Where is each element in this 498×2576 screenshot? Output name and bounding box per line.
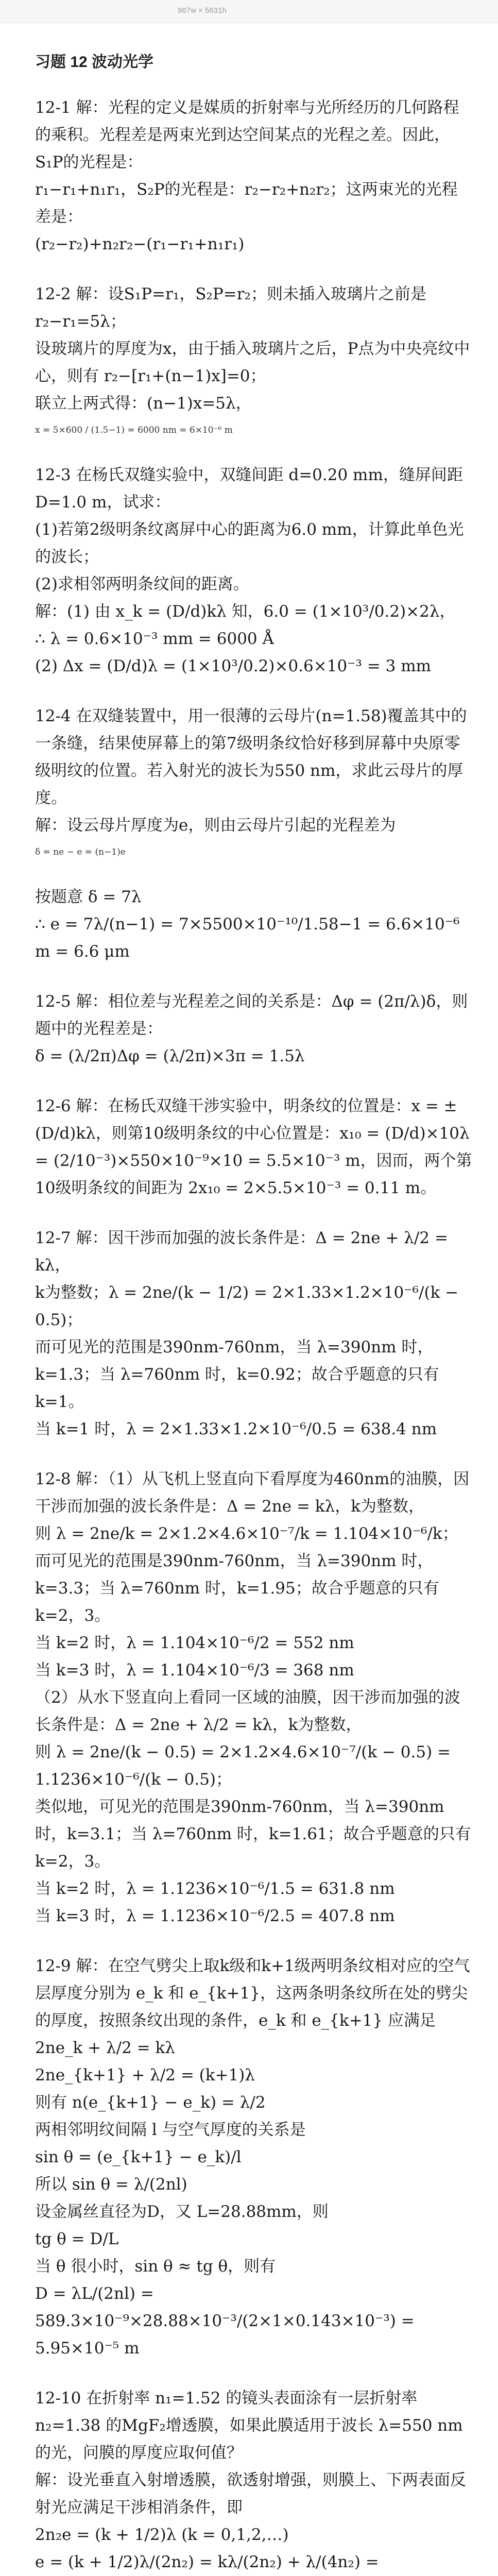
problem-text-line: 而可见光的范围是390nm-760nm，当 λ=390nm 时，k=3.3；当 λ=760nm 时，k=1.95；故合乎题意的只有 k=2，3。 xyxy=(35,1552,439,1625)
problem-text-line: 12-6 解：在杨氏双缝干涉实验中，明条纹的位置是：x = ±(D/d)kλ，则第10级明条纹的中心位置是：x₁₀ = (D/d)×10λ = (2/10⁻³)×550×10⁻⁹×10 = 5.5×10⁻³ m，因而，两个第10级明条纹的间距为 2x₁₀ = 2×5.5×10⁻³ = 0.11 m。 xyxy=(35,1097,472,1197)
problem-text-line: δ = (λ/2π)Δφ = (λ/2π)×3π = 1.5λ xyxy=(35,1047,305,1065)
problem-text-line: e = (k + 1/2)λ/(2n₂) = kλ/(2n₂) + λ/(4n₂) = xyxy=(35,2553,379,2571)
problem-section xyxy=(35,1225,473,1443)
problem-text-line: k为整数；λ = 2ne/(k − 1/2) = 2×1.33×1.2×10⁻⁶/(k − 0.5)； xyxy=(35,1283,459,1329)
problem-text-line: 当 k=3 时，λ = 1.104×10⁻⁶/3 = 368 nm xyxy=(35,1661,354,1680)
problem-section xyxy=(35,1466,473,1930)
problem-text-line: 2n₂e = (k + 1/2)λ (k = 0,1,2,…) xyxy=(35,2526,289,2544)
problem-text-line: 12-5 解：相位差与光程差之间的关系是：Δφ = (2π/λ)δ，则题中的光程差是： xyxy=(35,992,468,1038)
formula-block: x = 5×600 / (1.5−1) = 6000 nm = 6×10⁻⁶ m xyxy=(35,425,233,435)
problem-section xyxy=(35,1953,473,2362)
problem-text-line: (2)求相邻两明条纹间的距离。 xyxy=(35,575,249,594)
problem-text-line: 12-2 解：设S₁P=r₁，S₂P=r₂；则未插入玻璃片之前是 r₂−r₁=5λ； xyxy=(35,285,426,331)
image-meta-text: 967w × 5631h xyxy=(178,6,227,15)
problem-text-line: 12-1 解：光程的定义是媒质的折射率与光所经历的几何路程的乘积。光程差是两束光到达空间某点的光程之差。因此，S₁P的光程是： xyxy=(35,98,459,172)
problem-section xyxy=(35,884,473,965)
problem-text-line: 解：设光垂直入射增透膜，欲透射增强，则膜上、下两表面反射光应满足干涉相消条件，即 xyxy=(35,2471,466,2517)
sections-container xyxy=(35,94,473,2576)
problem-text-line: （2）从水下竖直向上看同一区域的油膜，因干涉而加强的波长条件是：Δ = 2ne + λ/2 = kλ，k为整数， xyxy=(35,1688,460,1734)
problem-text-line: ∴ λ = 0.6×10⁻³ mm = 6000 Å xyxy=(35,630,274,648)
problem-text-line: 则有 n(e_{k+1} − e_k) = λ/2 xyxy=(35,2093,266,2112)
problem-text-line: 则 λ = 2ne/(k − 0.5) = 2×1.2×4.6×10⁻⁷/(k − 0.5) = 1.1236×10⁻⁶/(k − 0.5)； xyxy=(35,1743,451,1789)
problem-section xyxy=(35,2385,473,2576)
problem-text-line: 联立上两式得：(n−1)x=5λ， xyxy=(35,394,252,413)
problem-section xyxy=(35,703,473,861)
problem-text-line: 12-4 在双缝装置中，用一很薄的云母片(n=1.58)覆盖其中的一条缝，结果使屏幕上的第7级明条纹恰好移到屏幕中央原零级明纹的位置。若入射光的波长为550 nm，求此云母片的厚度。 xyxy=(35,707,467,807)
problem-text-line: (1)若第2级明条纹离屏中心的距离为6.0 mm，计算此单色光的波长； xyxy=(35,520,464,566)
top-status-bar xyxy=(0,0,498,23)
problem-text-line: 当 k=2 时，λ = 1.1236×10⁻⁶/1.5 = 631.8 nm xyxy=(35,1879,395,1898)
problem-text-line: r₁−r₁+n₁r₁，S₂P的光程是：r₂−r₂+n₂r₂；这两束光的光程差是： xyxy=(35,180,458,226)
problem-text-line: 2ne_{k+1} + λ/2 = (k+1)λ xyxy=(35,2066,255,2084)
problem-section xyxy=(35,94,473,258)
problem-text-line: 当 k=1 时，λ = 2×1.33×1.2×10⁻⁶/0.5 = 638.4 nm xyxy=(35,1420,437,1438)
problem-text-line: 12-3 在杨氏双缝实验中，双缝间距 d=0.20 mm，缝屏间距 D=1.0 m，试求： xyxy=(35,466,463,512)
problem-section xyxy=(35,988,473,1070)
document-title: 习题 12 波动光学 xyxy=(35,54,154,71)
problem-text-line: 当 k=2 时，λ = 1.104×10⁻⁶/2 = 552 nm xyxy=(35,1634,354,1652)
problem-text-line: 类似地，可见光的范围是390nm-760nm，当 λ=390nm 时，k=3.1；当 λ=760nm 时，k=1.61；故合乎题意的只有 k=2，3。 xyxy=(35,1798,471,1871)
formula-block: δ = ne − e = (n−1)e xyxy=(35,847,126,857)
problem-text-line: 而可见光的范围是390nm-760nm，当 λ=390nm 时，k=1.3；当 λ=760nm 时，k=0.92；故合乎题意的只有 k=1。 xyxy=(35,1338,439,1411)
problem-text-line: 12-10 在折射率 n₁=1.52 的镜头表面涂有一层折射率 n₂=1.38 的MgF₂增透膜，如果此膜适用于波长 λ=550 nm 的光，问膜的厚度应取何值？ xyxy=(35,2389,463,2462)
problem-text-line: 所以 sin θ = λ/(2nl) xyxy=(35,2175,187,2194)
problem-section xyxy=(35,1093,473,1202)
problem-text-line: tg θ = D/L xyxy=(35,2230,119,2248)
document-content xyxy=(35,49,473,2576)
problem-text-line: sin θ = (e_{k+1} − e_k)/l xyxy=(35,2148,242,2166)
problem-text-line: 两相邻明纹间隔 l 与空气厚度的关系是 xyxy=(35,2121,306,2139)
problem-section xyxy=(35,462,473,680)
problem-section xyxy=(35,281,473,439)
problem-text-line: 12-9 解：在空气劈尖上取k级和k+1级两明条纹相对应的空气层厚度分别为 e_k 和 e_{k+1}，这两条明条纹所在处的劈尖的厚度，按照条纹出现的条件，e_k 和 e_{k+1} 应满足 xyxy=(35,1957,470,2030)
problem-text-line: 12-7 解：因干涉而加强的波长条件是：Δ = 2ne + λ/2 = kλ， xyxy=(35,1229,448,1275)
problem-text-line: 12-8 解：（1）从飞机上竖直向下看厚度为460nm的油膜，因干涉而加强的波长条件是：Δ = 2ne = kλ，k为整数， xyxy=(35,1470,470,1516)
problem-text-line: 解：(1) 由 x_k = (D/d)kλ 知，6.0 = (1×10³/0.2)×2λ， xyxy=(35,602,456,621)
problem-text-line: 解：设云母片厚度为e，则由云母片引起的光程差为 xyxy=(35,816,396,835)
problem-text-line: 按题意 δ = 7λ xyxy=(35,888,142,906)
problem-text-line: (2) Δx = (D/d)λ = (1×10³/0.2)×0.6×10⁻³ = 3 mm xyxy=(35,657,432,675)
problem-text-line: D = λL/(2nl) = 589.3×10⁻⁹×28.88×10⁻³/(2×1×0.143×10⁻³) = 5.95×10⁻⁵ m xyxy=(35,2284,415,2358)
problem-text-line: 设金属丝直径为D，又 L=28.88mm，则 xyxy=(35,2202,329,2221)
problem-text-line: 当 k=3 时，λ = 1.1236×10⁻⁶/2.5 = 407.8 nm xyxy=(35,1907,395,1925)
problem-text-line: 2ne_k + λ/2 = kλ xyxy=(35,2039,175,2057)
problem-text-line: 设玻璃片的厚度为x，由于插入玻璃片之后，P点为中央亮纹中心，则有 r₂−[r₁+(n−1)x]=0； xyxy=(35,340,470,385)
problem-text-line: ∴ e = 7λ/(n−1) = 7×5500×10⁻¹⁰/1.58−1 = 6.6×10⁻⁶ m = 6.6 μm xyxy=(35,915,460,961)
problem-text-line: 当 θ 很小时，sin θ ≈ tg θ，则有 xyxy=(35,2257,276,2276)
problem-text-line: 则 λ = 2ne/k = 2×1.2×4.6×10⁻⁷/k = 1.104×10⁻⁶/k； xyxy=(35,1524,458,1543)
problem-text-line: (r₂−r₂)+n₂r₂−(r₁−r₁+n₁r₁) xyxy=(35,235,245,253)
